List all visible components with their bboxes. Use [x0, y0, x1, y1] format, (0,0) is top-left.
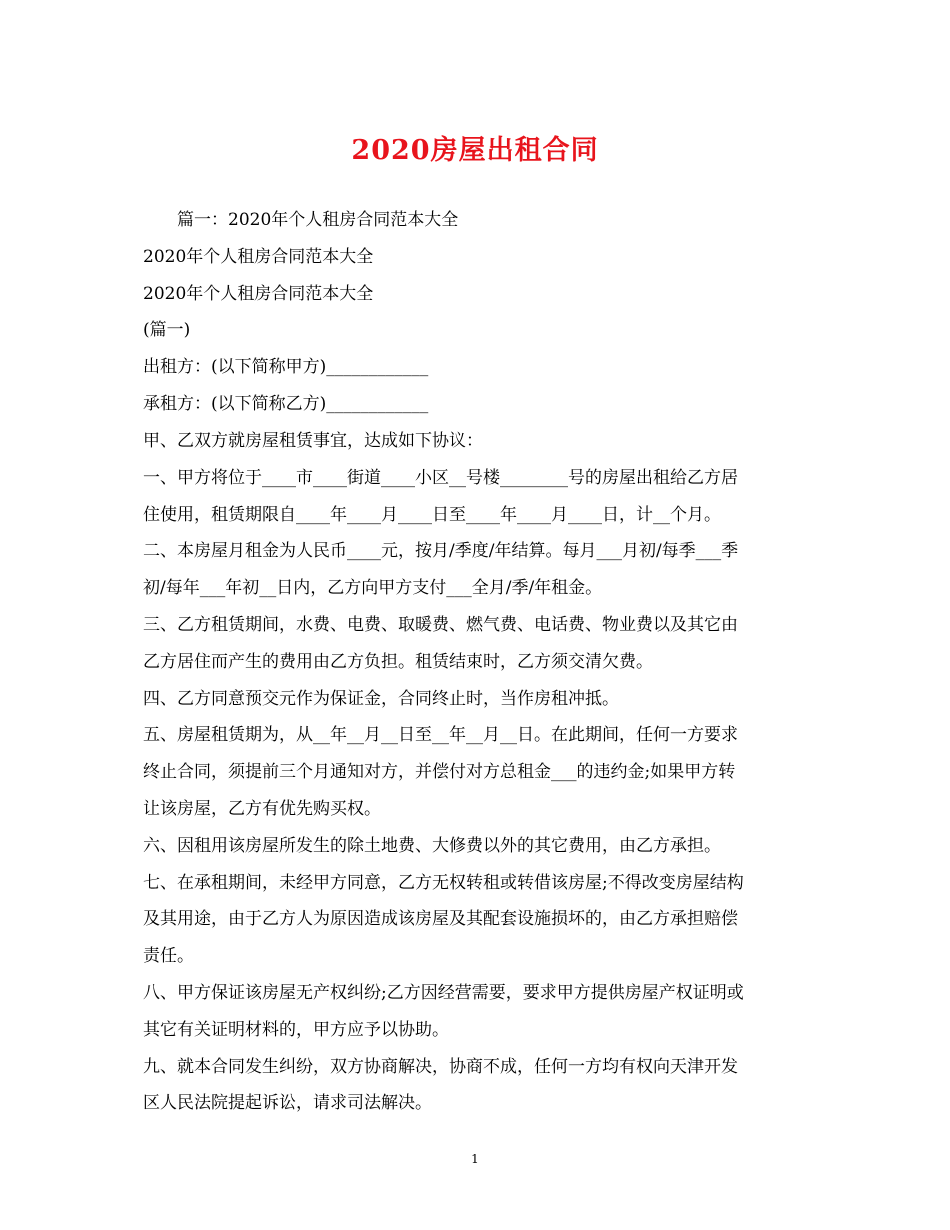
body-line: 责任。 — [143, 946, 194, 966]
document-title: 2020房屋出租合同 — [351, 135, 599, 166]
body-line: (篇一) — [143, 320, 191, 340]
page-number: 1 — [471, 1152, 479, 1166]
body-line: 承租方：(以下简称乙方)____________ — [143, 394, 429, 414]
body-line: 甲、乙双方就房屋租赁事宜，达成如下协议： — [143, 431, 483, 451]
body-line: 出租方：(以下简称甲方)____________ — [143, 357, 429, 377]
body-line: 终止合同，须提前三个月通知对方，并偿付对方总租金___的违约金;如果甲方转 — [143, 762, 736, 782]
body-line: 区人民法院提起诉讼，请求司法解决。 — [143, 1093, 432, 1113]
body-line: 九、就本合同发生纠纷，双方协商解决，协商不成，任何一方均有权向天津开发 — [143, 1057, 738, 1077]
body-line: 其它有关证明材料的，甲方应予以协助。 — [143, 1020, 449, 1040]
body-line: 篇一：2020年个人租房合同范本大全 — [143, 210, 459, 230]
body-line: 2020年个人租房合同范本大全 — [143, 284, 374, 304]
body-line: 二、本房屋月租金为人民币____元，按月/季度/年结算。每月___月初/每季___季 — [143, 541, 739, 561]
body-line: 2020年个人租房合同范本大全 — [143, 247, 374, 267]
body-line: 七、在承租期间，未经甲方同意，乙方无权转租或转借该房屋;不得改变房屋结构 — [143, 873, 744, 893]
body-line: 让该房屋，乙方有优先购买权。 — [143, 799, 381, 819]
body-line: 初/每年___年初__日内，乙方向甲方支付___全月/季/年租金。 — [143, 578, 603, 598]
body-line: 及其用途，由于乙方人为原因造成该房屋及其配套设施损坏的，由乙方承担赔偿 — [143, 909, 738, 929]
body-line: 乙方居住而产生的费用由乙方负担。租赁结束时，乙方须交清欠费。 — [143, 652, 653, 672]
body-line: 一、甲方将位于____市____街道____小区__号楼________号的房屋出租给乙方居 — [143, 468, 738, 488]
body-line: 六、因租用该房屋所发生的除土地费、大修费以外的其它费用，由乙方承担。 — [143, 836, 721, 856]
body-line: 五、房屋租赁期为，从__年__月__日至__年__月__日。在此期间，任何一方要求 — [143, 725, 738, 745]
body-line: 住使用，租赁期限自____年____月____日至____年____月____日，计__个月。 — [143, 505, 721, 525]
body-line: 四、乙方同意预交元作为保证金，合同终止时，当作房租冲抵。 — [143, 689, 619, 709]
body-line: 八、甲方保证该房屋无产权纠纷;乙方因经营需要，要求甲方提供房屋产权证明或 — [143, 983, 744, 1003]
body-line: 三、乙方租赁期间，水费、电费、取暖费、燃气费、电话费、物业费以及其它由 — [143, 615, 738, 635]
